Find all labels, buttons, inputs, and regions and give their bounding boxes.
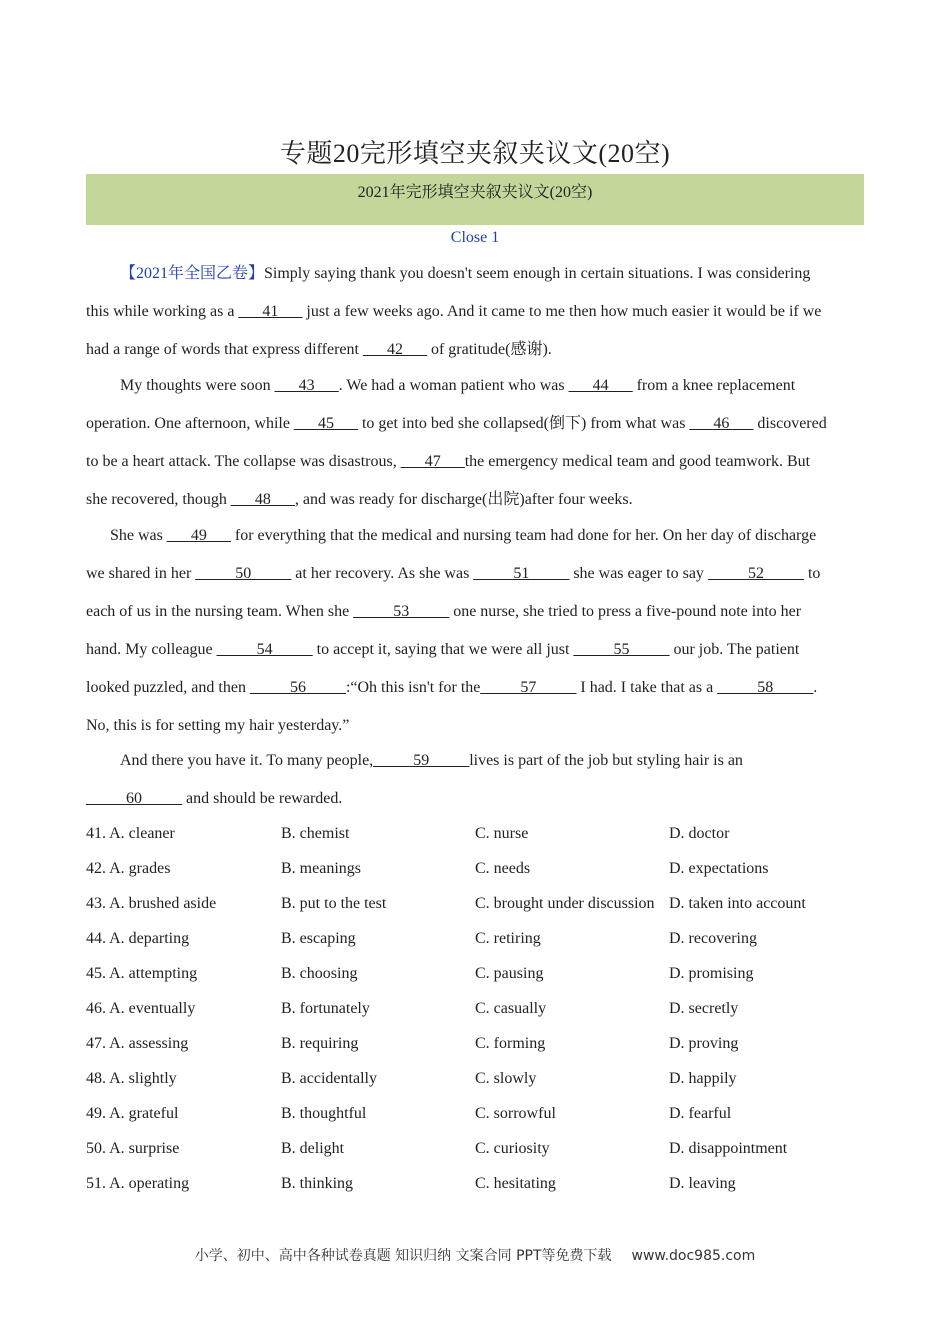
- option-a: 51. A. operating: [86, 1175, 190, 1192]
- option-d: D. leaving: [669, 1175, 736, 1192]
- option-c: C. forming: [475, 1035, 546, 1052]
- blank-47: ___47___: [400, 453, 465, 470]
- passage-text: No, this is for setting my hair yesterday.”: [86, 717, 350, 734]
- option-a: 44. A. departing: [86, 930, 190, 947]
- passage-text: just a few weeks ago. And it came to me then how much easier it would be if we: [302, 303, 822, 320]
- passage-text: She was: [110, 527, 167, 544]
- blank-45: ___45___: [293, 415, 358, 432]
- blank-54: _____54_____: [216, 641, 313, 658]
- passage-line: [86, 302, 821, 322]
- page-footer: [0, 1245, 950, 1265]
- passage-text: , and was ready for discharge(出院)after four weeks.: [294, 491, 633, 508]
- option-b: B. requiring: [281, 1035, 359, 1052]
- passage-line: [110, 526, 816, 546]
- blank-43: ___43___: [274, 377, 339, 394]
- passage-text: she was eager to say: [569, 565, 708, 582]
- blank-51: _____51_____: [473, 565, 570, 582]
- passage-line: [86, 414, 827, 434]
- option-b: B. thoughtful: [281, 1105, 367, 1122]
- option-a: 43. A. brushed aside: [86, 895, 217, 912]
- blank-57: _____57_____: [480, 679, 577, 696]
- passage-text: and should be rewarded.: [182, 790, 343, 807]
- blank-42: ___42___: [362, 341, 427, 358]
- blank-41: ___41___: [238, 303, 303, 320]
- passage-line: [86, 789, 342, 809]
- footer-url[interactable]: www.doc985.com: [631, 1248, 756, 1264]
- option-a: 49. A. grateful: [86, 1105, 179, 1122]
- option-d: D. happily: [669, 1070, 737, 1087]
- option-b: B. escaping: [281, 930, 356, 947]
- passage-text: :“Oh this isn't for the: [345, 679, 481, 696]
- section-banner: [86, 174, 864, 225]
- blank-46: ___46___: [689, 415, 754, 432]
- passage-text: of gratitude(感谢).: [426, 341, 552, 358]
- option-c: C. sorrowful: [475, 1105, 556, 1122]
- passage-text: Simply saying thank you doesn't seem enough in certain situations. I was considering: [264, 265, 811, 282]
- passage-text: My thoughts were soon: [120, 377, 275, 394]
- passage-text: looked puzzled, and then: [86, 679, 250, 696]
- blank-48: ___48___: [230, 491, 295, 508]
- passage-line: [120, 751, 743, 771]
- option-b: B. thinking: [281, 1175, 354, 1192]
- option-b: B. fortunately: [281, 1000, 370, 1017]
- passage-text: our job. The patient: [669, 641, 800, 658]
- passage-line: [86, 678, 817, 698]
- option-a: 48. A. slightly: [86, 1070, 177, 1087]
- option-d: D. doctor: [669, 825, 730, 842]
- option-c: C. needs: [475, 860, 531, 877]
- option-d: D. promising: [669, 965, 754, 982]
- passage-text: for everything that the medical and nursing team had done for her. On her day of discharge: [230, 527, 817, 544]
- source-tag: 【2021年全国乙卷】: [120, 265, 265, 282]
- option-d: D. proving: [669, 1035, 739, 1052]
- passage-line: [86, 490, 633, 510]
- passage-text: to be a heart attack. The collapse was disastrous,: [86, 453, 401, 470]
- option-c: C. pausing: [475, 965, 544, 982]
- passage-text: to get into bed she collapsed(倒下) from what was: [357, 415, 690, 432]
- option-b: B. meanings: [281, 860, 361, 877]
- passage-text: from a knee replacement: [632, 377, 796, 394]
- blank-55: _____55_____: [573, 641, 670, 658]
- page-title: 专题20完形填空夹叙夹议文(20空): [279, 139, 671, 168]
- blank-58: _____58_____: [717, 679, 814, 696]
- option-b: B. chemist: [281, 825, 350, 842]
- passage-line: [86, 640, 799, 660]
- footer-text: 小学、初中、高中各种试卷真题 知识归纳 文案合同 PPT等免费下载: [194, 1248, 612, 1264]
- blank-53: _____53_____: [353, 603, 450, 620]
- passage-line: [86, 452, 810, 472]
- option-a: 46. A. eventually: [86, 1000, 196, 1017]
- passage-line: [120, 264, 810, 284]
- blank-50: _____50_____: [195, 565, 292, 582]
- option-c: C. curiosity: [475, 1140, 550, 1157]
- passage-text: she recovered, though: [86, 491, 231, 508]
- option-a: 47. A. assessing: [86, 1035, 189, 1052]
- option-d: D. taken into account: [669, 895, 806, 912]
- passage-line: [120, 376, 795, 396]
- passage-line: [86, 716, 349, 736]
- passage-text: .: [813, 679, 818, 696]
- passage-text: had a range of words that express different: [86, 341, 363, 358]
- option-a: 41. A. cleaner: [86, 825, 175, 842]
- option-a: 50. A. surprise: [86, 1140, 180, 1157]
- blank-44: ___44___: [568, 377, 633, 394]
- option-c: C. hesitating: [475, 1175, 556, 1192]
- passage-text: . We had a woman patient who was: [338, 377, 569, 394]
- option-d: D. fearful: [669, 1105, 732, 1122]
- blank-49: ___49___: [166, 527, 231, 544]
- option-b: B. accidentally: [281, 1070, 377, 1087]
- option-c: C. brought under discussion: [475, 895, 655, 912]
- close-label: Close 1: [450, 229, 500, 246]
- blank-60: _____60_____: [86, 790, 182, 807]
- passage-text: I had. I take that as a: [576, 679, 718, 696]
- passage-line: [86, 340, 552, 360]
- option-c: C. retiring: [475, 930, 541, 947]
- passage-text: the emergency medical team and good teamwork. But: [464, 453, 811, 470]
- option-c: C. casually: [475, 1000, 547, 1017]
- option-a: 42. A. grades: [86, 860, 171, 877]
- option-b: B. put to the test: [281, 895, 387, 912]
- passage-text: this while working as a: [86, 303, 239, 320]
- option-d: D. recovering: [669, 930, 757, 947]
- passage-text: hand. My colleague: [86, 641, 217, 658]
- blank-52: _____52_____: [707, 565, 804, 582]
- passage-text: lives is part of the job but styling hair is an: [469, 752, 743, 769]
- passage-text: to: [803, 565, 821, 582]
- passage-text: discovered: [753, 415, 827, 432]
- passage-text: each of us in the nursing team. When she: [86, 603, 354, 620]
- passage-text: And there you have it. To many people,: [120, 752, 374, 769]
- passage-text: to accept it, saying that we were all just: [312, 641, 574, 658]
- passage-line: [86, 602, 801, 622]
- option-b: B. choosing: [281, 965, 358, 982]
- passage-line: [86, 564, 820, 584]
- blank-59: _____59_____: [373, 752, 470, 769]
- banner-text: 2021年完形填空夹叙夹议文(20空): [357, 184, 593, 201]
- option-a: 45. A. attempting: [86, 965, 198, 982]
- option-c: C. slowly: [475, 1070, 537, 1087]
- passage-text: we shared in her: [86, 565, 196, 582]
- option-d: D. secretly: [669, 1000, 739, 1017]
- option-d: D. disappointment: [669, 1140, 788, 1157]
- passage-text: operation. One afternoon, while: [86, 415, 294, 432]
- option-c: C. nurse: [475, 825, 529, 842]
- passage-text: at her recovery. As she was: [291, 565, 474, 582]
- option-d: D. expectations: [669, 860, 769, 877]
- option-b: B. delight: [281, 1140, 345, 1157]
- passage-text: one nurse, she tried to press a five-pound note into her: [449, 603, 802, 620]
- blank-56: _____56_____: [249, 679, 346, 696]
